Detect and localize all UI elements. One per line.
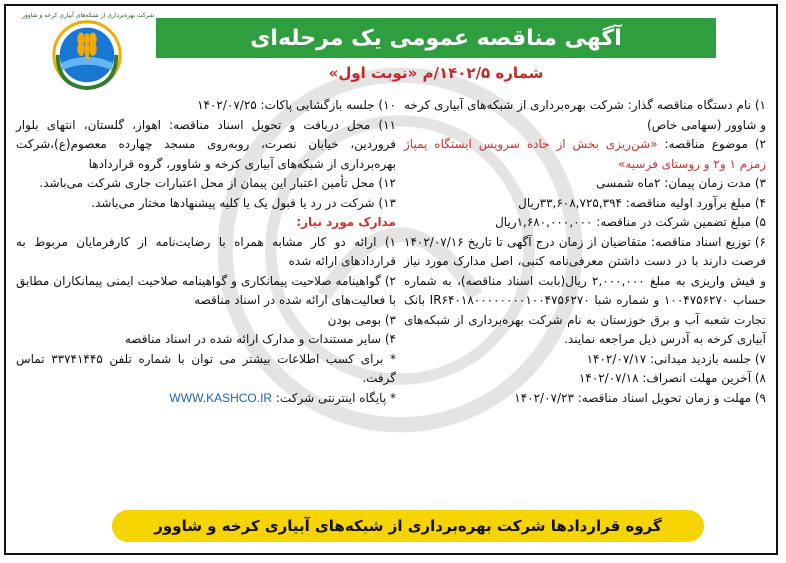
- doc-2: ۲) گواهینامه صلاحیت پیمانکاری و گواهینامه صلاحیت ایمنی پیمانکاران مطابق با فعالیت‌های ارائه شده در اسناد مناقصه: [16, 273, 396, 307]
- item-6-distribution: ۶) توزیع اسناد مناقصه: متقاضیان از زمان درج آگهی تا تاریخ ۱۴۰۲/۰۷/۱۶ فرصت دارند با در دست داشتن معرفی‌نامه کتبی، اصل مدارک مورد نیاز و فیش واریزی به مبلغ ۲,۰۰۰,۰۰۰ ریال(بابت اسناد مناقصه)، به شماره حساب ۱۰۰۴۷۵۶۲۷۰ و شماره شبا IR۶۴۰۱۸۰۰۰۰۰۰۰۰۱۰۰۴۷۵۶۲۷۰ بانک تجارت شعبه آب و برق خوزستان به نام شرکت بهره‌برداری از شبکه‌های آبیاری کرخه به آدرس ذیل مراجعه نمایند.: [404, 234, 767, 346]
- item-8-withdrawal-deadline: ۸) آخرین مهلت انصراف: ۱۴۰۲/۰۷/۱۸: [578, 371, 766, 385]
- item-2-value: «شن‌ریزی بخش از جاده سرویس ایستگاه پمپاژ زمزم ۱ و۲ و روستای فرسیه»: [404, 137, 766, 171]
- item-9-submission-deadline: ۹) مهلت و زمان تحویل اسناد مناقصه: ۱۴۰۲/۰۷/۲۳: [514, 390, 766, 405]
- item-13-rights: ۱۳) شرکت در رد یا قبول یک یا کلیه پیشنهادها مختار می‌باشد.: [91, 195, 396, 210]
- ad-title-bar: [156, 18, 716, 58]
- note-website: [16, 389, 396, 409]
- item-2-label: ۲) موضوع مناقصه:: [664, 137, 766, 151]
- footer-banner: [112, 510, 704, 542]
- doc-3: ۳) بومی بودن: [327, 312, 396, 327]
- website-link[interactable]: WWW.KASHCO.IR: [169, 390, 273, 405]
- item-1-organizer: ۱) نام دستگاه مناقصه گذار: شرکت بهره‌برداری از شبکه‌های آبیاری کرخه و شاوور (سهامی خاص): [404, 98, 766, 132]
- required-docs-heading: مدارک مورد نیاز:: [296, 215, 396, 229]
- right-column: [404, 96, 766, 408]
- company-logo-icon: [48, 12, 126, 90]
- footer-text: گروه قراردادها شرکت بهره‌برداری از شبکه‌های آبیاری کرخه و شاوور: [154, 517, 662, 535]
- ad-title: آگهی مناقصه عمومی یک مرحله‌ای: [250, 25, 622, 51]
- left-column: [16, 96, 396, 408]
- note-phone: * برای کسب اطلاعات بیشتر می توان با شماره تلفن ۳۳۷۴۱۴۴۵ تماس گرفت.: [16, 351, 396, 385]
- doc-4: ۴) سایر مستندات و مدارک ارائه شده در اسناد مناقصه: [124, 332, 396, 346]
- doc-1: ۱) ارائه دو کار مشابه همراه با رضایت‌نامه از کارفرمایان مربوط به قراردادهای ارائه شده: [16, 234, 396, 268]
- item-5-guarantee: ۵) مبلغ تضمین شرکت در مناقصه: ۱,۶۸۰,۰۰۰,۰۰۰ریال: [495, 215, 766, 229]
- ad-number: شماره ۱۴۰۲/۵/م «نوبت اول»: [328, 64, 544, 82]
- item-11-location: ۱۱) محل دریافت و تحویل اسناد مناقصه: اهواز، گلستان، انتهای بلوار فروردین، خیابان نصرت، روبه‌روی مسجد چهارده معصوم(ع)،شرکت بهره‌برداری از شبکه‌های آبیاری کرخه و شاوور، گروه قراردادها: [16, 117, 396, 171]
- item-7-site-visit: ۷) جلسه بازدید میدانی: ۱۴۰۲/۰۷/۱۷: [586, 351, 766, 366]
- item-2-subject: [404, 135, 766, 174]
- note-website-label: * پایگاه اینترنتی شرکت:: [275, 390, 396, 405]
- item-3-duration: ۳) مدت زمان پیمان: ۲ماه شمسی: [596, 176, 766, 190]
- item-12-funding: ۱۲) محل تأمین اعتبار این پیمان از محل اعتبارات جاری شرکت می‌باشد.: [39, 176, 396, 190]
- item-10-opening: ۱۰) جلسه بازگشایی پاکات: ۱۴۰۲/۰۷/۲۵: [197, 98, 396, 112]
- item-4-estimate: ۴) مبلغ برآورد اولیه مناقصه: ۳۳,۶۰۸,۷۲۵,۳۹۴ریال: [518, 195, 766, 210]
- logo-caption: شرکت بهره‌برداری از شبکه‌های آبیاری کرخه و شاوور: [22, 12, 154, 19]
